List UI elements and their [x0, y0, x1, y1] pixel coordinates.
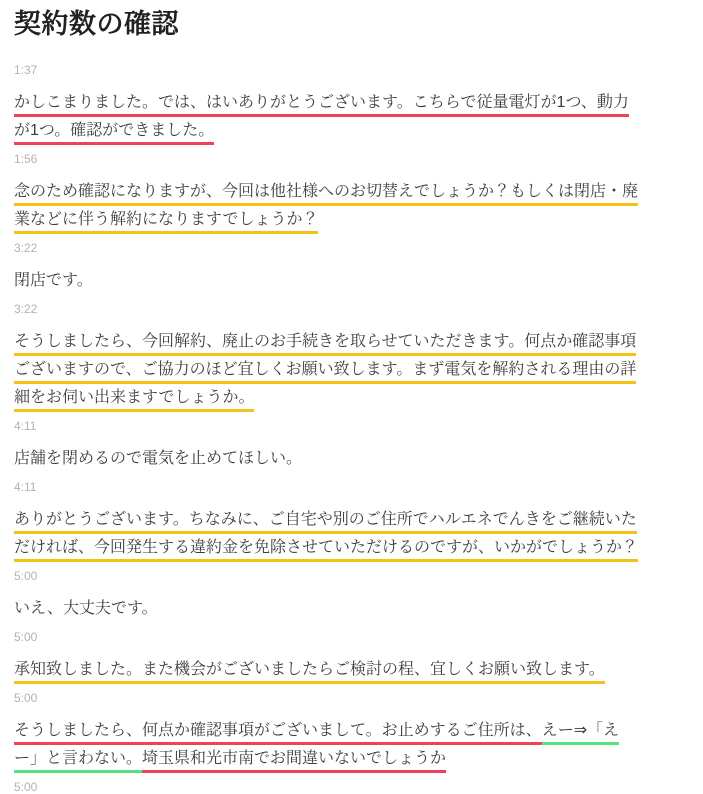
message-timestamp: 3:22 [14, 302, 38, 316]
message-text [14, 89, 640, 145]
transcript-message [14, 780, 640, 794]
message-timestamp: 5:00 [14, 569, 38, 583]
message-timestamp: 1:56 [14, 152, 38, 166]
message-timestamp: 4:11 [14, 480, 37, 494]
transcript-message [14, 419, 640, 473]
message-text [14, 178, 640, 234]
plain-segment: 店舗を閉めるので電気を止めてほしい。 [14, 450, 303, 467]
message-text [14, 717, 640, 773]
transcript-message [14, 630, 640, 684]
highlighted-segment-yellow[interactable]: そうしましたら、今回解約、廃止のお手続きを取らせていただきます。何点か確認事項ございますので、ご協力のほど宜しくお願い致します。まず電気を解約される理由の詳細をお伺い出来ますでしょうか。 [14, 333, 636, 412]
plain-segment: いえ、大丈夫です。 [14, 600, 158, 617]
transcript-message [14, 241, 640, 295]
message-text [14, 328, 640, 412]
message-timestamp: 5:00 [14, 691, 38, 705]
message-text [14, 595, 640, 623]
message-text [14, 506, 640, 562]
page-title: 契約数の確認 [14, 9, 179, 39]
message-timestamp: 5:00 [14, 780, 38, 794]
transcript-message [14, 691, 640, 773]
plain-segment: 閉店です。 [14, 272, 93, 289]
highlighted-segment-yellow[interactable]: 承知致しました。また機会がございましたらご検討の程、宜しくお願い致します。 [14, 661, 605, 684]
message-timestamp: 4:11 [14, 419, 37, 433]
transcript [14, 63, 640, 794]
highlighted-segment-red[interactable]: そうしましたら、何点か確認事項がございまして。お止めするご住所は、 [14, 722, 542, 745]
message-text [14, 445, 640, 473]
highlighted-segment-red[interactable]: かしこまりました。では、はいありがとうございます。こちらで従量電灯が1つ、動力が1つ。確認ができました。 [14, 94, 629, 145]
highlighted-segment-yellow[interactable]: ありがとうございます。ちなみに、ご自宅や別のご住所でハルエネでんきをご継続いただければ、今回発生する違約金を免除させていただけるのですが、いかがでしょうか？ [14, 511, 638, 562]
message-text [14, 267, 640, 295]
highlighted-segment-yellow[interactable]: 念のため確認になりますが、今回は他社様へのお切替えでしょうか？もしくは閉店・廃業などに伴う解約になりますでしょうか？ [14, 183, 638, 234]
highlighted-segment-green[interactable]: えー⇒「えー」と言わない。 [14, 722, 619, 773]
message-timestamp: 3:22 [14, 241, 38, 255]
transcript-message [14, 63, 640, 145]
message-timestamp: 5:00 [14, 630, 38, 644]
transcript-message [14, 480, 640, 562]
message-text [14, 656, 640, 684]
transcript-message [14, 302, 640, 412]
message-timestamp: 1:37 [14, 63, 38, 77]
highlighted-segment-red[interactable]: 埼玉県和光市南でお間違いないでしょうか [142, 750, 446, 773]
transcript-message [14, 152, 640, 234]
transcript-message [14, 569, 640, 623]
